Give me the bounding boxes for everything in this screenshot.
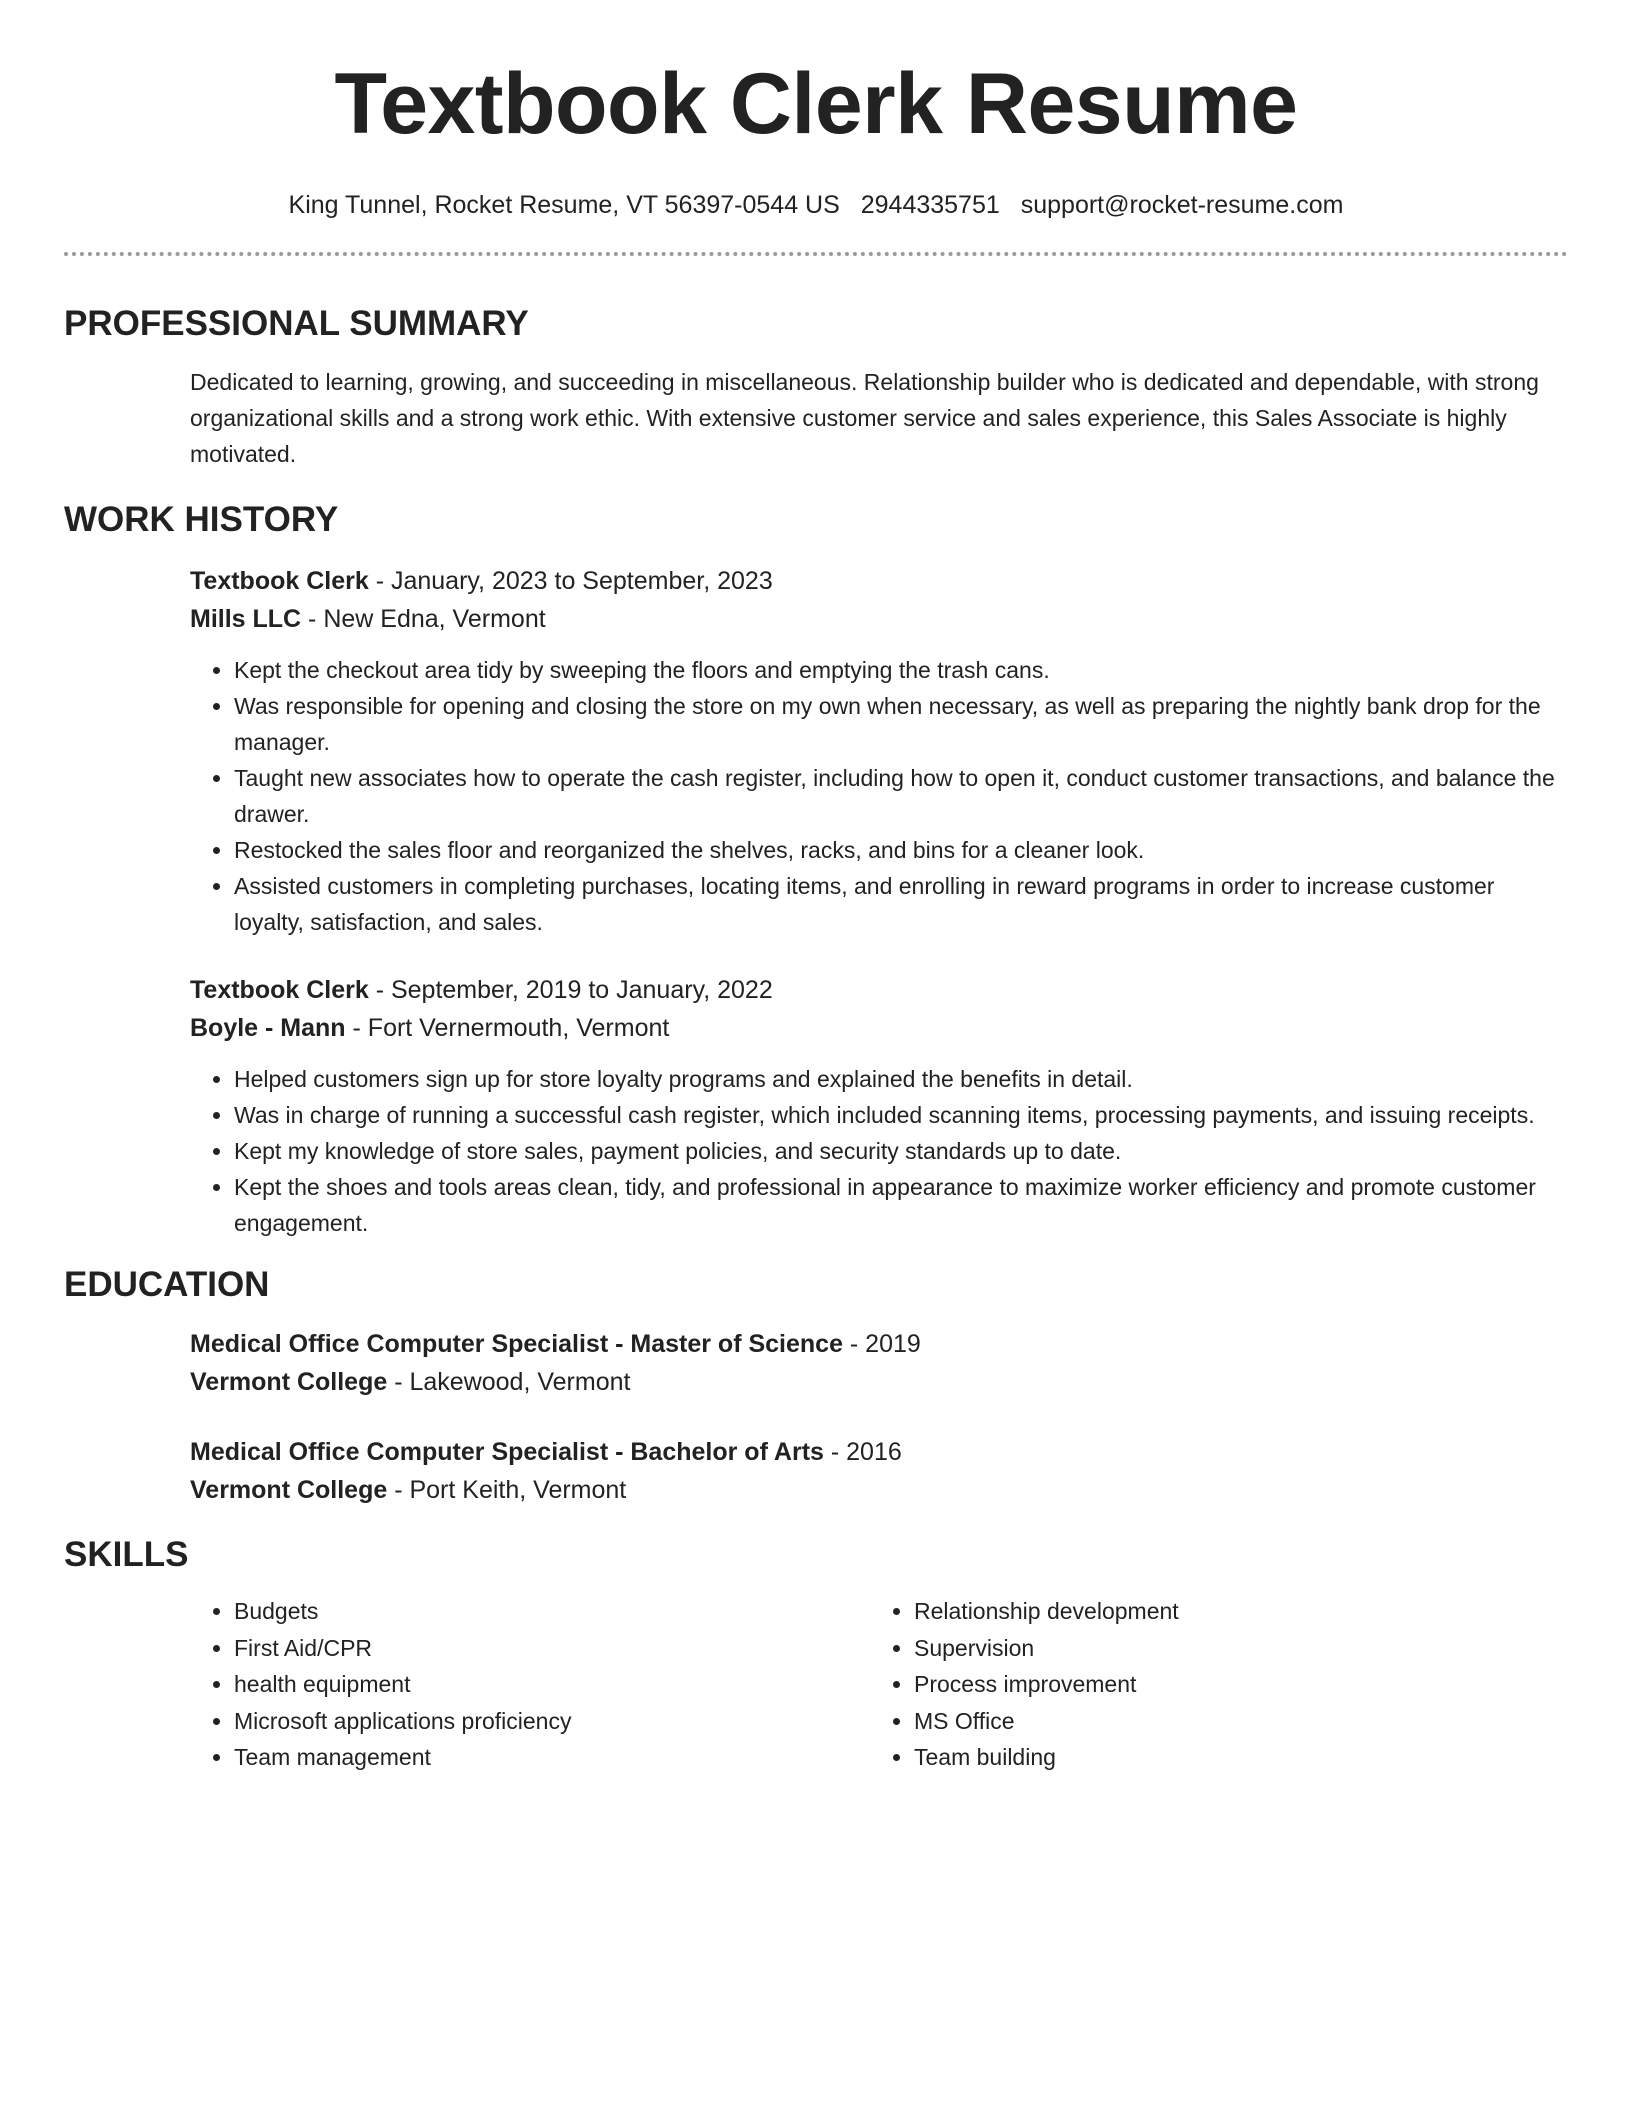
job-entry bbox=[190, 971, 1568, 1241]
degree-year: - 2016 bbox=[823, 1438, 902, 1466]
school-line bbox=[190, 1471, 1568, 1509]
education-entry bbox=[190, 1325, 1568, 1401]
education-entry bbox=[190, 1433, 1568, 1509]
skills-column-left bbox=[190, 1593, 870, 1776]
skills-list bbox=[870, 1593, 1550, 1776]
degree-line bbox=[190, 1325, 1568, 1363]
job-duty: • Helped customers sign up for store loyalty programs and explained the benefits in detail. bbox=[234, 1061, 1568, 1097]
school-name: Vermont College bbox=[190, 1368, 388, 1396]
job-entry bbox=[190, 562, 1568, 940]
education-heading: EDUCATION bbox=[64, 1265, 270, 1304]
job-duty: • Restocked the sales floor and reorganized the shelves, racks, and bins for a cleaner look. bbox=[234, 832, 1568, 868]
school-name: Vermont College bbox=[190, 1476, 388, 1504]
degree-year: - 2019 bbox=[842, 1330, 921, 1358]
skill-item: • Team building bbox=[914, 1739, 1550, 1776]
header-divider bbox=[64, 252, 1568, 256]
education-section bbox=[64, 1325, 1568, 1509]
skill-item: • Relationship development bbox=[914, 1593, 1550, 1630]
job-duty: • Was in charge of running a successful cash register, which included scanning items, processing payments, and issuing receipts. bbox=[234, 1097, 1568, 1133]
skills-grid bbox=[190, 1593, 1568, 1776]
skills-section bbox=[64, 1593, 1568, 1776]
contact-email: support@rocket-resume.com bbox=[1020, 191, 1344, 219]
skill-item: • Budgets bbox=[234, 1593, 870, 1630]
skills-list bbox=[190, 1593, 870, 1776]
summary-heading: PROFESSIONAL SUMMARY bbox=[64, 304, 529, 343]
job-dates: - September, 2019 to January, 2022 bbox=[368, 976, 773, 1004]
job-duty: • Kept the checkout area tidy by sweeping the floors and emptying the trash cans. bbox=[234, 652, 1568, 688]
skill-item: • Microsoft applications proficiency bbox=[234, 1703, 870, 1740]
job-dates: - January, 2023 to September, 2023 bbox=[368, 567, 773, 595]
job-duty: • Was responsible for opening and closing the store on my own when necessary, as well as preparing the nightly bank drop for the manager. bbox=[234, 688, 1568, 760]
school-location: - Lakewood, Vermont bbox=[387, 1368, 631, 1396]
job-title-line bbox=[190, 971, 1568, 1009]
job-company: Boyle - Mann bbox=[190, 1014, 346, 1042]
skills-column-right bbox=[870, 1593, 1550, 1776]
job-duties-list bbox=[190, 652, 1568, 940]
job-title: Textbook Clerk bbox=[190, 567, 369, 595]
work-history-section bbox=[64, 562, 1568, 1241]
degree-name: Medical Office Computer Specialist - Master of Science bbox=[190, 1330, 843, 1358]
school-location: - Port Keith, Vermont bbox=[387, 1476, 627, 1504]
contact-address: King Tunnel, Rocket Resume, VT 56397-0544 US bbox=[288, 191, 840, 219]
school-line bbox=[190, 1363, 1568, 1401]
skill-item: • First Aid/CPR bbox=[234, 1630, 870, 1667]
skills-heading: SKILLS bbox=[64, 1535, 189, 1574]
job-location: - New Edna, Vermont bbox=[301, 605, 546, 633]
skill-item: • health equipment bbox=[234, 1666, 870, 1703]
job-duty: • Kept my knowledge of store sales, payment policies, and security standards up to date. bbox=[234, 1133, 1568, 1169]
degree-line bbox=[190, 1433, 1568, 1471]
job-duties-list bbox=[190, 1061, 1568, 1241]
job-company-line bbox=[190, 600, 1568, 638]
contact-phone: 2944335751 bbox=[860, 191, 1000, 219]
skill-item: • MS Office bbox=[914, 1703, 1550, 1740]
skill-item: • Supervision bbox=[914, 1630, 1550, 1667]
summary-text: Dedicated to learning, growing, and succeeding in miscellaneous. Relationship builder who is dedicated and dependable, with strong organizational skills and a strong work ethic. With extensive customer service and sales experience, this Sales Associate is highly motivated. bbox=[190, 369, 1539, 467]
job-location: - Fort Vernermouth, Vermont bbox=[345, 1014, 670, 1042]
summary-section bbox=[64, 364, 1568, 472]
work-history-heading: WORK HISTORY bbox=[64, 500, 339, 539]
job-duty: • Taught new associates how to operate the cash register, including how to open it, conduct customer transactions, and balance the drawer. bbox=[234, 760, 1568, 832]
contact-info bbox=[64, 188, 1568, 222]
resume-title: Textbook Clerk Resume bbox=[334, 56, 1298, 152]
job-company-line bbox=[190, 1009, 1568, 1047]
job-title: Textbook Clerk bbox=[190, 976, 369, 1004]
skill-item: • Team management bbox=[234, 1739, 870, 1776]
degree-name: Medical Office Computer Specialist - Bachelor of Arts bbox=[190, 1438, 824, 1466]
job-company: Mills LLC bbox=[190, 605, 302, 633]
job-duty: • Kept the shoes and tools areas clean, tidy, and professional in appearance to maximize worker efficiency and promote customer engagement. bbox=[234, 1169, 1568, 1241]
job-duty: • Assisted customers in completing purchases, locating items, and enrolling in reward programs in order to increase customer loyalty, satisfaction, and sales. bbox=[234, 868, 1568, 940]
skill-item: • Process improvement bbox=[914, 1666, 1550, 1703]
job-title-line bbox=[190, 562, 1568, 600]
